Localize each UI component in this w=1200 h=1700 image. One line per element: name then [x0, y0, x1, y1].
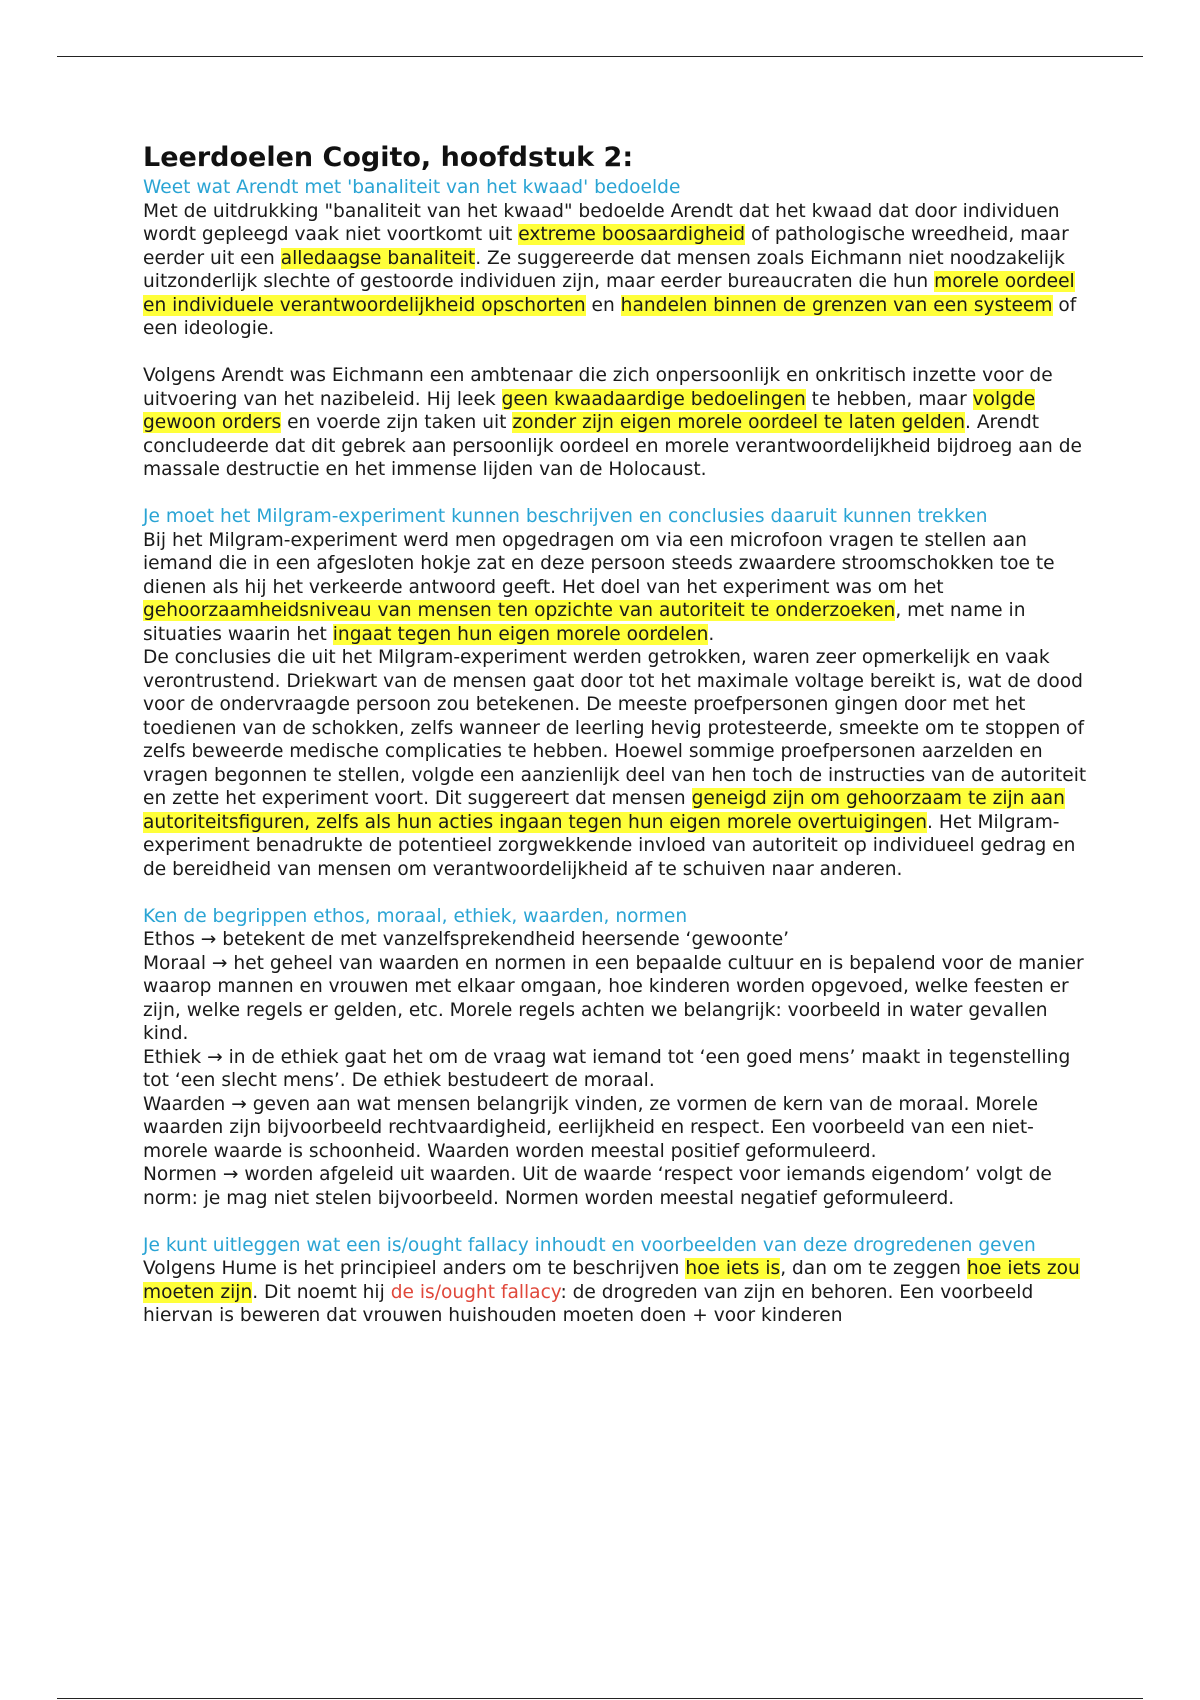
- section-milgram: [143, 505, 1093, 881]
- section-heading-arendt: Weet wat Arendt met 'banaliteit van het kwaad' bedoelde: [143, 177, 681, 198]
- text-run: Volgens Hume is het principieel anders om te beschrijven: [143, 1258, 686, 1279]
- definition-ethos: Ethos → betekent de met vanzelfsprekendheid heersende ‘gewoonte’: [143, 929, 790, 950]
- section-begrippen: [143, 905, 1093, 1211]
- definition-moraal: Moraal → het geheel van waarden en normen in een bepaalde cultuur en is bepalend voor de manier waarop mannen en vrouwen met elkaar omgaan, hoe kinderen worden opgevoed, welke feesten er zijn, welke regels er gelden, etc. Morele regels achten we belangrijk: voorbeeld in water gevallen kind.: [143, 952, 1084, 1044]
- text-run: Met de uitdrukking "banaliteit van het kwaad" bedoelde Arendt dat het kwaad dat door individuen wordt gepleegd vaak niet voortkomt uit: [143, 200, 1060, 245]
- text-run: Bij het Milgram-experiment werd men opgedragen om via een microfoon vragen te stellen aan iemand die in een afgesloten hokje zat en deze persoon steeds zwaardere stroomschokken toe te dienen als hij het verkeerde antwoord geeft. Het doel van het experiment was om het: [143, 529, 1055, 598]
- highlight: volgde gewoon orders: [143, 388, 1036, 433]
- highlight: alledaagse banaliteit: [280, 247, 476, 269]
- text-run: . Arendt concludeerde dat dit gebrek aan persoonlijk oordeel en morele verantwoordelijkheid bijdroeg aan de massale destructie en het immense lijden van de Holocaust.: [143, 412, 1082, 480]
- highlight: geneigd zijn om gehoorzaam te zijn aan autoriteitsfiguren, zelfs als hun acties ingaan tegen hun eigen morele overtuigingen: [143, 788, 1065, 833]
- page-title: Leerdoelen Cogito, hoofdstuk 2:: [143, 142, 634, 173]
- highlight: ingaat tegen hun eigen morele oordelen: [332, 623, 709, 645]
- text-run: en: [585, 294, 621, 316]
- top-rule: [57, 56, 1143, 57]
- highlight: zonder zijn eigen morele oordeel te laten gelden: [512, 412, 965, 433]
- paragraph-arendt-2: [143, 364, 1093, 482]
- section-arendt: [143, 176, 1093, 482]
- section-heading-milgram: Je moet het Milgram-experiment kunnen beschrijven en conclusies daaruit kunnen trekken: [143, 506, 988, 527]
- highlight: hoe iets is: [685, 1258, 781, 1279]
- text-run: . Dit noemt hij: [252, 1281, 391, 1303]
- text-run: Volgens Arendt was Eichmann een ambtenaar die zich onpersoonlijk en onkritisch inzette voor de uitvoering van het nazibeleid. Hij leek: [143, 365, 1053, 410]
- paragraph-milgram-1: [143, 529, 1093, 647]
- text-run: : de drogreden van zijn en behoren. Een voorbeeld hiervan is beweren dat vrouwen huishouden moeten doen + voor kinderen: [143, 1281, 1034, 1326]
- section-heading-begrippen: Ken de begrippen ethos, moraal, ethiek, waarden, normen: [143, 905, 688, 927]
- text-run: of pathologische wreedheid, maar eerder uit een: [143, 224, 1069, 269]
- highlight: geen kwaadaardige bedoelingen: [501, 388, 806, 410]
- text-run: , dan om te zeggen: [780, 1258, 967, 1279]
- paragraph-arendt-1: [143, 200, 1093, 341]
- text-run: . Ze suggereerde dat mensen zoals Eichmann niet noodzakelijk uitzonderlijk slechte of gestoorde individuen zijn, maar eerder bureaucraten die hun: [143, 247, 1065, 292]
- document-body: [143, 140, 1093, 1328]
- bottom-rule: [57, 1698, 1143, 1699]
- text-run: te hebben, maar: [805, 388, 973, 410]
- text-run: . Het Milgram-experiment benadrukte de potentieel zorgwekkende invloed van autoriteit op individueel gedrag en de bereidheid van mensen om verantwoordelijkheid af te schuiven naar anderen.: [143, 811, 1076, 880]
- highlight: handelen binnen de grenzen van een systeem: [620, 294, 1053, 316]
- highlight: morele oordeel en individuele verantwoordelijkheid opschorten: [143, 271, 1075, 316]
- text-run: of een ideologie.: [143, 294, 1077, 339]
- section-is-ought: [143, 1234, 1093, 1328]
- paragraph-milgram-2: [143, 646, 1093, 881]
- text-run: en voerde zijn taken uit: [281, 412, 513, 433]
- text-run: De conclusies die uit het Milgram-experiment werden getrokken, waren zeer opmerkelijk en vaak verontrustend. Driekwart van de mensen gaat door tot het maximale voltage bereikt is, wat de dood voor de ondervraagde persoon zou betekenen. De meeste proefpersonen gingen door met het toedienen van de schokken, zelfs wanneer de leerling hevig protesteerde, smeekte om te stoppen of zelfs beweerde medische complicaties te hebben. Hoewel sommige proefpersonen aarzelden en vragen begonnen te stellen, volgde een aanzienlijk deel van hen toch de instructies van de autoriteit en zette het experiment voort. Dit suggereert dat mensen: [143, 647, 1087, 809]
- definition-ethiek: Ethiek → in de ethiek gaat het om de vraag wat iemand tot ‘een goed mens’ maakt in tegenstelling tot ‘een slecht mens’. De ethiek bestudeert de moraal.: [143, 1046, 1071, 1091]
- definition-normen: Normen → worden afgeleid uit waarden. Uit de waarde ‘respect voor iemands eigendom’ volgt de norm: je mag niet stelen bijvoorbeeld. Normen worden meestal negatief geformuleerd.: [143, 1164, 1052, 1209]
- section-heading-is-ought: Je kunt uitleggen wat een is/ought fallacy inhoudt en voorbeelden van deze drogredenen geven: [143, 1234, 1036, 1256]
- red-term: de is/ought fallacy: [390, 1281, 561, 1303]
- highlight: gehoorzaamheidsniveau van mensen ten opzichte van autoriteit te onderzoeken: [143, 600, 896, 621]
- paragraph-is-ought: [143, 1257, 1093, 1328]
- text-run: .: [708, 623, 715, 645]
- text-run: , met name in situaties waarin het: [143, 600, 1026, 645]
- highlight: hoe iets zou moeten zijn: [143, 1258, 1080, 1303]
- definition-waarden: Waarden → geven aan wat mensen belangrijk vinden, ze vormen de kern van de moraal. Morele waarden zijn bijvoorbeeld rechtvaardigheid, eerlijkheid en respect. Een voorbeeld van een niet-morele waarde is schoonheid. Waarden worden meestal positief geformuleerd.: [143, 1093, 1039, 1162]
- highlight: extreme boosaardigheid: [518, 224, 746, 245]
